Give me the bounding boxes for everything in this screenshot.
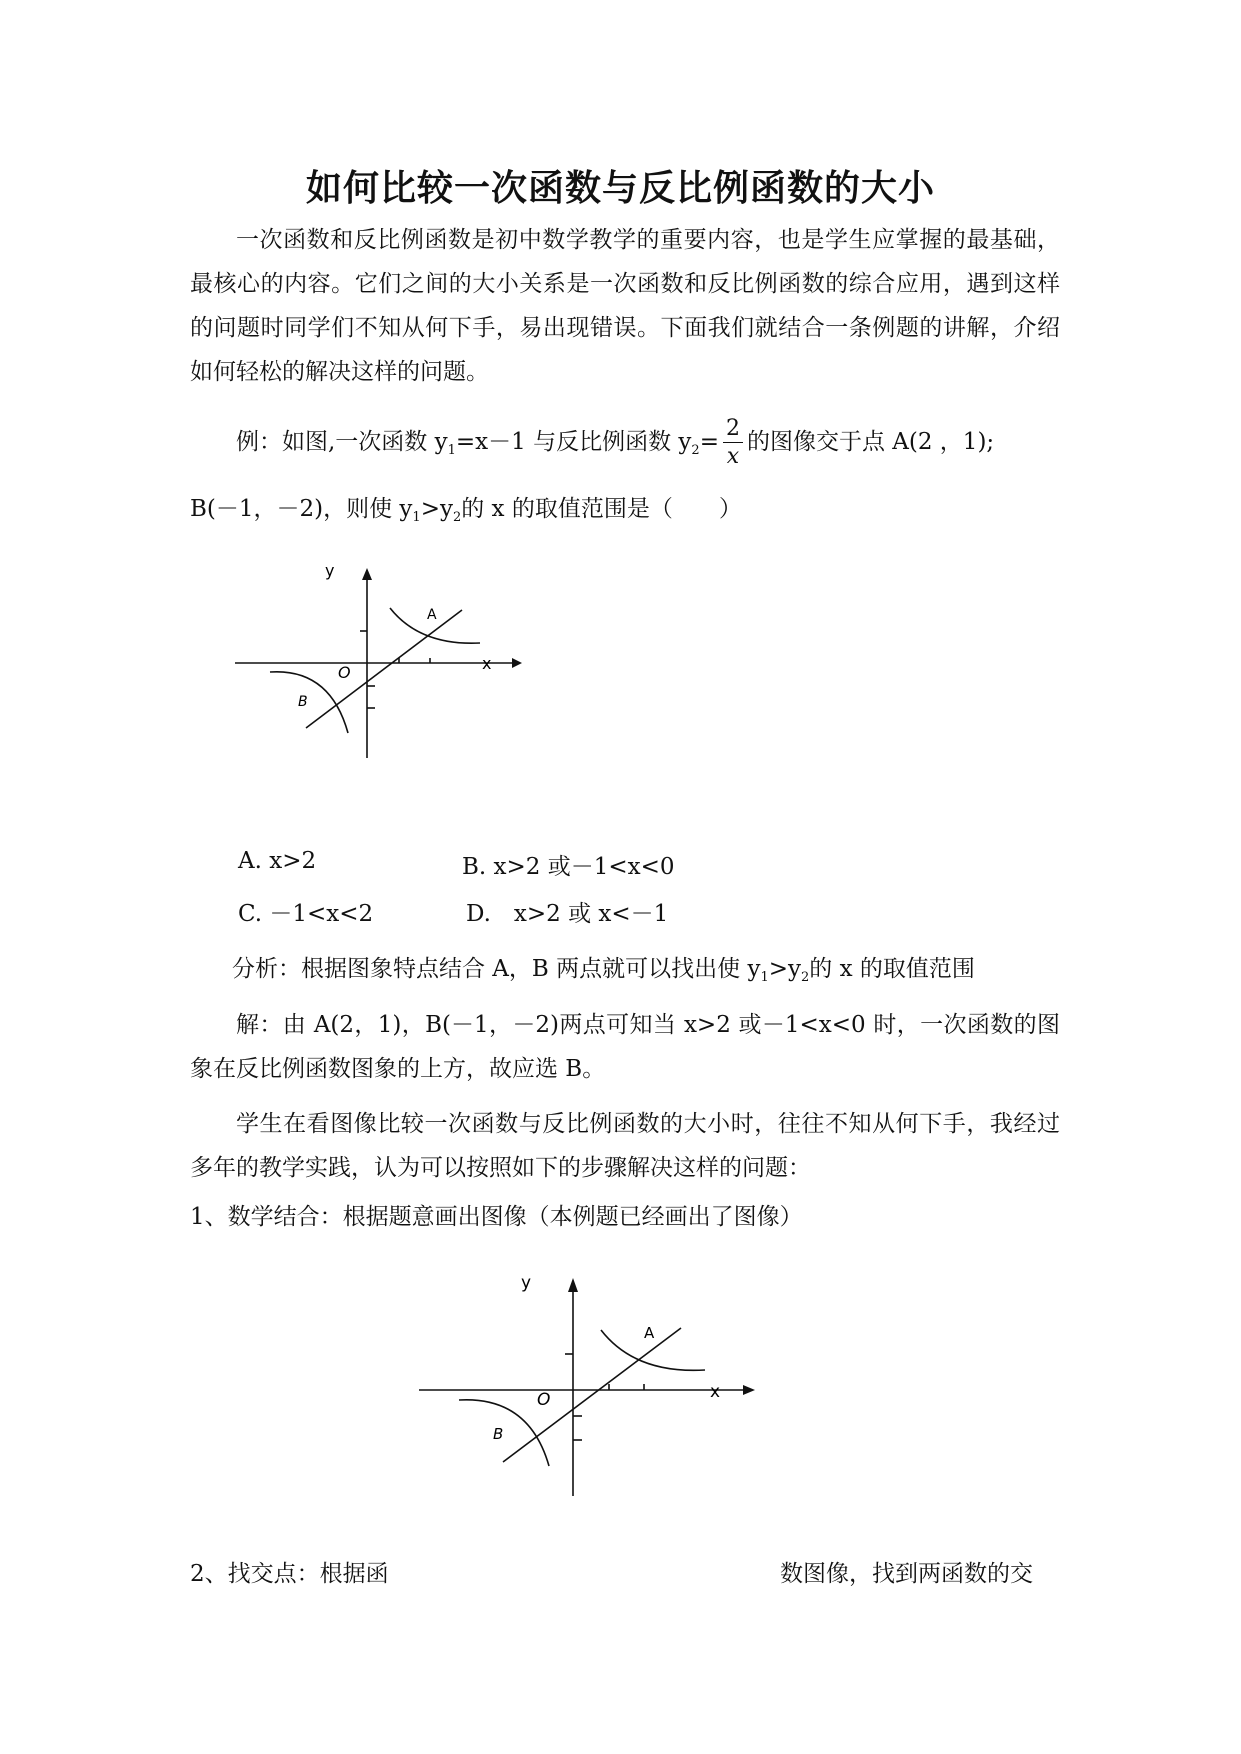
x-axis-arrow-2 xyxy=(743,1385,755,1395)
option-c: C. －1<x<2 xyxy=(238,901,374,927)
subscript-1c: 1 xyxy=(760,970,769,985)
y-axis-arrow-2 xyxy=(568,1278,578,1292)
example-lead: 例：如图,一次函数 y xyxy=(236,429,448,455)
graph1-x-label: x xyxy=(482,654,492,673)
analysis-line xyxy=(232,950,975,985)
graph2-origin-label: O xyxy=(537,1390,551,1410)
linear-function-line-2 xyxy=(503,1328,681,1462)
example-line2-a: B(－1，－2)，则使 y xyxy=(190,496,413,522)
example-line2-c: 的 x 的取值范围是（ ） xyxy=(461,496,742,522)
step-2-right-text: 数图像，找到两函数的交 xyxy=(780,1561,1033,1587)
option-d: D. x>2 或 x<－1 xyxy=(466,901,669,927)
subscript-1: 1 xyxy=(447,443,456,458)
option-a: A. x>2 xyxy=(238,848,317,874)
graph2-point-b-label: B xyxy=(493,1425,504,1443)
fraction-numerator: 2 xyxy=(723,418,743,443)
function-graph-2 xyxy=(415,1266,760,1506)
example-line2-b: >y xyxy=(420,496,453,522)
fraction-denominator: x xyxy=(726,444,740,469)
subscript-2: 2 xyxy=(691,443,700,458)
x-axis-arrow xyxy=(512,658,522,668)
graph1-point-a-label: A xyxy=(427,607,437,623)
analysis-c: 的 x 的取值范围 xyxy=(809,956,975,982)
hyperbola-branch-lower xyxy=(270,672,348,733)
example-eq2: = xyxy=(699,429,719,455)
example-line-1 xyxy=(236,418,994,468)
intro-paragraph: 一次函数和反比例函数是初中数学教学的重要内容，也是学生应掌握的最基础，最核心的内容。它们之间的大小关系是一次函数和反比例函数的综合应用，遇到这样的问题时同学们不知从何下手，易出现错误。下面我们就结合一条例题的讲解，介绍如何轻松的解决这样的问题。 xyxy=(190,227,1060,385)
step-2-left-text: 2、找交点：根据函 xyxy=(190,1561,389,1587)
graph2-point-a-label: A xyxy=(644,1324,655,1342)
hyperbola-branch-lower-2 xyxy=(459,1400,549,1466)
option-b: B. x>2 或－1<x<0 xyxy=(462,854,675,880)
example-line-2 xyxy=(190,490,742,525)
analysis-b: >y xyxy=(768,956,801,982)
function-graph-1 xyxy=(230,558,530,768)
step-1-text: 1、数学结合：根据题意画出图像（本例题已经画出了图像） xyxy=(190,1204,803,1230)
subscript-2b: 2 xyxy=(452,510,462,525)
solution-paragraph: 解：由 A(2，1)，B(－1，－2)两点可知当 x>2 或－1<x<0 时，一次函数的图象在反比例函数图象的上方，故应选 B。 xyxy=(190,1012,1060,1082)
example-eq1: =x－1 与反比例函数 y xyxy=(455,429,692,455)
graph1-point-b-label: B xyxy=(298,694,308,710)
subscript-1b: 1 xyxy=(412,510,421,525)
document-title: 如何比较一次函数与反比例函数的大小 xyxy=(305,168,935,209)
graph2-y-label: y xyxy=(521,1273,532,1293)
subscript-2c: 2 xyxy=(801,970,810,985)
analysis-a: 分析：根据图象特点结合 A，B 两点就可以找出使 y xyxy=(232,956,761,982)
linear-function-line xyxy=(306,610,462,728)
y-axis-arrow xyxy=(362,568,372,580)
example-tail: 的图像交于点 A(2 ，1); xyxy=(746,429,995,455)
graph1-origin-label: O xyxy=(338,663,351,682)
fraction-2-over-x xyxy=(723,418,743,468)
method-intro-paragraph: 学生在看图像比较一次函数与反比例函数的大小时，往往不知从何下手，我经过多年的教学实践，认为可以按照如下的步骤解决这样的问题： xyxy=(190,1111,1060,1181)
graph2-x-label: x xyxy=(710,1382,721,1402)
graph1-y-label: y xyxy=(325,561,335,580)
